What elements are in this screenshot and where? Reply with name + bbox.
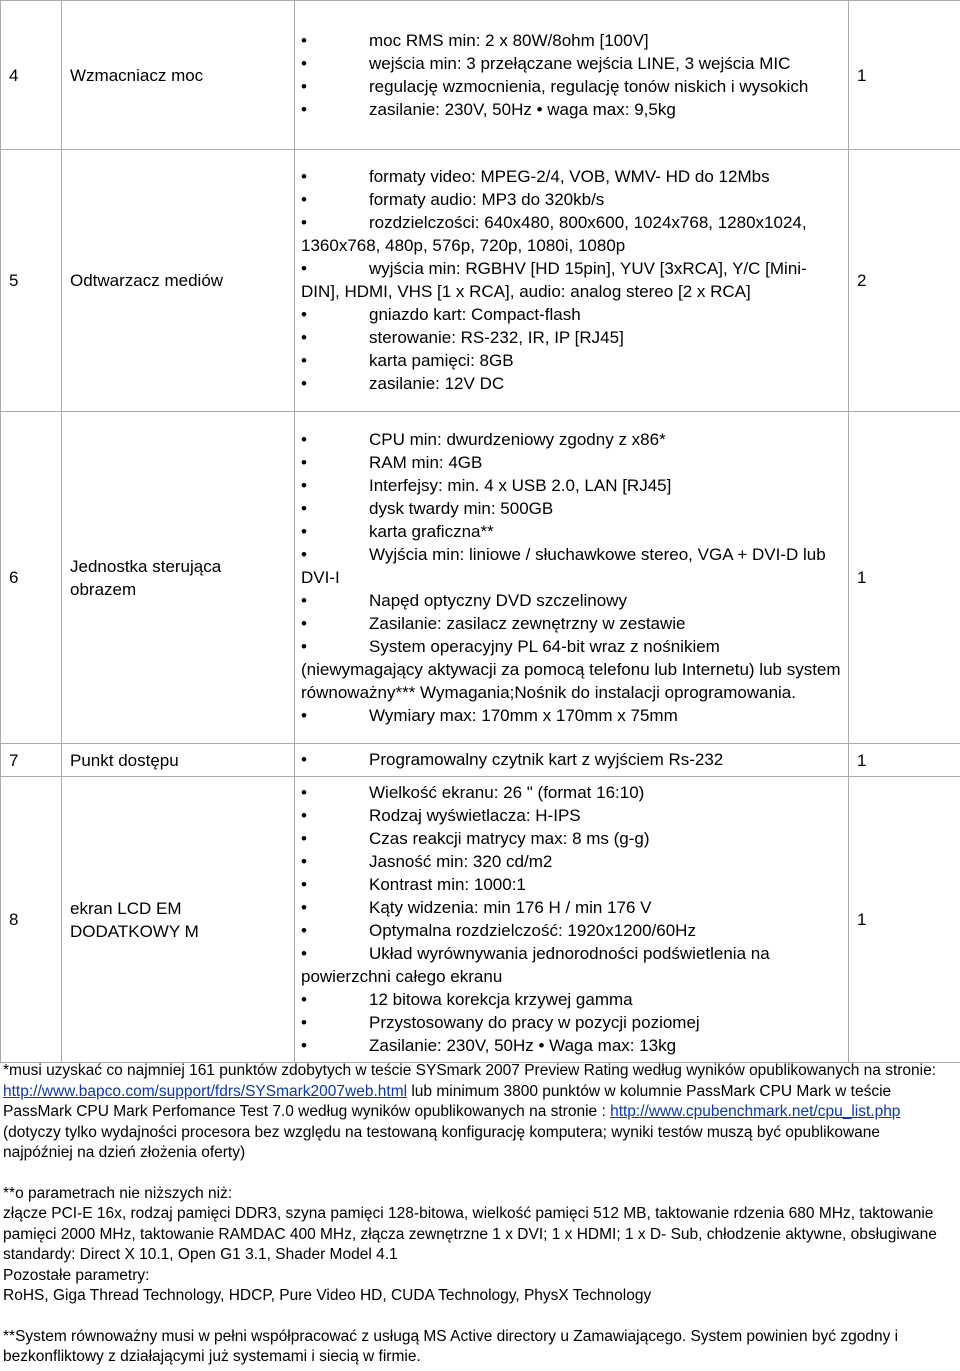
param-line: System operacyjny PL 64-bit wraz z nośnikiem (niewymagający aktywacji za pomocą telefonu lub Internetu) lub system równoważny*** Wymagania;Nośnik do instalacji oprogramowania.: [301, 636, 841, 702]
param-line: Wielkość ekranu: 26 " (format 16:10): [369, 783, 645, 802]
param-line: karta graficzna**: [369, 521, 494, 541]
param-line: Kąty widzenia: min 176 H / min 176 V: [369, 898, 652, 917]
row-number: 6: [1, 412, 62, 744]
param-line: zasilanie: 12V DC: [369, 374, 505, 393]
row-parameters: • moc RMS min: 2 x 80W/8ohm [100V] • wejścia min: 3 przełączane wejścia LINE, 3 wejścia MIC • regulację wzmocnienia, regulację tonów niskich i wysokich • zasilanie: 230V, 50Hz • waga max: 9,5kg: [295, 1, 849, 150]
bapco-link[interactable]: http://www.bapco.com/support/fdrs/SYSmark2007web.html: [3, 1082, 408, 1100]
row-name: ekran LCD EM DODATKOWY M: [62, 777, 295, 1063]
param-line: rozdzielczości: 640x480, 800x600, 1024x768, 1280x1024, 1360x768, 480p, 576p, 720p, 1080i, 1080p: [301, 213, 807, 255]
row-name: Odtwarzacz mediów: [62, 150, 295, 412]
param-line: zasilanie: 230V, 50Hz • waga max: 9,5kg: [369, 99, 676, 119]
table-row: [1, 744, 960, 777]
param-line: Optymalna rozdzielczość: 1920x1200/60Hz: [369, 921, 696, 940]
row-number: 8: [1, 777, 62, 1063]
param-line: Zasilanie: zasilacz zewnętrzny w zestawie: [369, 613, 686, 633]
param-line: 12 bitowa korekcja krzywej gamma: [369, 990, 633, 1009]
row-name: Jednostka sterująca obrazem: [62, 412, 295, 744]
param-line: Czas reakcji matrycy max: 8 ms (g-g): [369, 829, 650, 848]
row-parameters: • Wielkość ekranu: 26 " (format 16:10) • Rodzaj wyświetlacza: H-IPS • Czas reakcji matrycy max: 8 ms (g-g) • Jasność min: 320 cd/m2 • Kontrast min: 1000:1 • Kąty widzenia: min 176 H / min 176 V • Optymalna rozdzielczość: 1920x1200/60Hz • Układ wyrównywania jednorodności podświetlenia na powierzchni całego ekranu • 12 bitowa korekcja krzywej gamma • Przystosowany do pracy w pozycji poziomej • Zasilanie: 230V, 50Hz • Waga max: 13kg: [295, 777, 849, 1063]
param-line: formaty audio: MP3 do 320kb/s: [369, 190, 605, 209]
param-line: Wyjścia min: liniowe / słuchawkowe stereo, VGA + DVI-D lub DVI-I: [301, 544, 826, 587]
row-parameters: • CPU min: dwurdzeniowy zgodny z x86* • RAM min: 4GB • Interfejsy: min. 4 x USB 2.0, LAN [RJ45] • dysk twardy min: 500GB • karta graficzna** • Wyjścia min: liniowe / słuchawkowe stereo, VGA + DVI-D lub DVI-I • Napęd optyczny DVD szczelinowy • Zasilanie: zasilacz zewnętrzny w zestawie • System operacyjny PL 64-bit wraz z nośnikiem (niewymagający aktywacji za pomocą telefonu lub Internetu) lub system równoważny*** Wymagania;Nośnik do instalacji oprogramowania. • Wymiary max: 170mm x 170mm x 75mm: [295, 412, 849, 744]
table-row: [1, 150, 960, 412]
param-line: Napęd optyczny DVD szczelinowy: [369, 590, 627, 610]
footnote-gpu-body: złącze PCI-E 16x, rodzaj pamięci DDR3, szyna pamięci 128-bitowa, wielkość pamięci 512 MB, taktowanie rdzenia 680 MHz, taktowanie pamięci 2000 MHz, taktowanie RAMDAC 400 MHz, złącza zewnętrzne 1 x DVI; 1 x HDMI; 1 x D- Sub, chłodzenie aktywne, obsługiwane standardy: Direct X 10.1, Open G1 3.1, Shader Model 4.1: [3, 1205, 937, 1263]
param-line: moc RMS min: 2 x 80W/8ohm [100V]: [369, 30, 649, 50]
param-line: Programowalny czytnik kart z wyjściem Rs-232: [369, 750, 724, 769]
table-row: [1, 1, 960, 150]
param-line: regulację wzmocnienia, regulację tonów niskich i wysokich: [369, 76, 809, 96]
row-name: Punkt dostępu: [62, 744, 295, 777]
footnote-other-title: Pozostałe parametry:: [3, 1266, 150, 1284]
row-parameters: • formaty video: MPEG-2/4, VOB, WMV- HD do 12Mbs • formaty audio: MP3 do 320kb/s • rozdzielczości: 640x480, 800x600, 1024x768, 1280x1024, 1360x768, 480p, 576p, 720p, 1080i, 1080p • wyjścia min: RGBHV [HD 15pin], YUV [3xRCA], Y/C [Mini-DIN], HDMI, VHS [1 x RCA], audio: analog stereo [2 x RCA] • gniazdo kart: Compact-flash • sterowanie: RS-232, IR, IP [RJ45] • karta pamięci: 8GB • zasilanie: 12V DC: [295, 150, 849, 412]
table-row: [1, 412, 960, 744]
row-quantity: 1: [849, 412, 960, 744]
param-line: dysk twardy min: 500GB: [369, 498, 554, 518]
row-quantity: 2: [849, 150, 960, 412]
param-line: gniazdo kart: Compact-flash: [369, 305, 581, 324]
param-line: wejścia min: 3 przełączane wejścia LINE, 3 wejścia MIC: [369, 53, 791, 73]
param-line: wyjścia min: RGBHV [HD 15pin], YUV [3xRCA], Y/C [Mini-DIN], HDMI, VHS [1 x RCA], audio: analog stereo [2 x RCA]: [301, 259, 807, 301]
param-line: Wymiary max: 170mm x 170mm x 75mm: [369, 705, 678, 725]
param-line: RAM min: 4GB: [369, 452, 483, 472]
param-line: formaty video: MPEG-2/4, VOB, WMV- HD do 12Mbs: [369, 167, 770, 186]
param-line: CPU min: dwurdzeniowy zgodny z x86*: [369, 429, 666, 449]
param-line: Zasilanie: 230V, 50Hz • Waga max: 13kg: [369, 1036, 677, 1055]
row-number: 5: [1, 150, 62, 412]
param-line: Układ wyrównywania jednorodności podświetlenia na powierzchni całego ekranu: [301, 944, 770, 986]
param-line: Przystosowany do pracy w pozycji poziomej: [369, 1013, 700, 1032]
param-line: Rodzaj wyświetlacza: H-IPS: [369, 806, 581, 825]
param-line: karta pamięci: 8GB: [369, 351, 514, 370]
row-name: Wzmacniacz moc: [62, 1, 295, 150]
cpubenchmark-link[interactable]: http://www.cpubenchmark.net/cpu_list.php: [610, 1103, 901, 1120]
footnote-gpu-title: **o parametrach nie niższych niż:: [3, 1184, 233, 1202]
row-parameters: • Programowalny czytnik kart z wyjściem Rs-232: [295, 744, 849, 777]
param-line: Kontrast min: 1000:1: [369, 875, 526, 894]
param-line: Interfejsy: min. 4 x USB 2.0, LAN [RJ45]: [369, 475, 672, 495]
row-quantity: 1: [849, 1, 960, 150]
table-row: [1, 777, 960, 1063]
param-line: sterowanie: RS-232, IR, IP [RJ45]: [369, 328, 624, 347]
param-line: Jasność min: 320 cd/m2: [369, 852, 553, 871]
row-number: 4: [1, 1, 62, 150]
row-quantity: 1: [849, 777, 960, 1063]
row-quantity: 1: [849, 744, 960, 777]
footnotes: [3, 1061, 953, 1368]
footnote-system: **System równoważny musi w pełni współpracować z usługą MS Active directory u Zamawiającego. System powinien być zgodny i bezkonfliktowy z działającymi już systemami i siecią w firmie.: [3, 1327, 899, 1365]
footnote-other-body: RoHS, Giga Thread Technology, HDCP, Pure Video HD, CUDA Technology, PhysX Technology: [3, 1287, 652, 1304]
row-number: 7: [1, 744, 62, 777]
footnote-cpu: *musi uzyskać co najmniej 161 punktów zdobytych w teście SYSmark 2007 Preview Rating według wyników opublikowanych na stronie: http://www.bapco.com/support/fdrs/SYSmark2007web.html lub minimum 3800 punktów w kolumnie PassMark CPU Mark w teście PassMark CPU Mark Perfomance Test 7.0 według wyników opublikowanych na stronie : http://www.cpubenchmark.net/cpu_list.php (dotyczy tylko wydajności procesora bez względu na testowaną konfigurację komputera; wyniki testów muszą być opublikowane najpóźniej na dzień złożenia oferty): [3, 1062, 937, 1161]
